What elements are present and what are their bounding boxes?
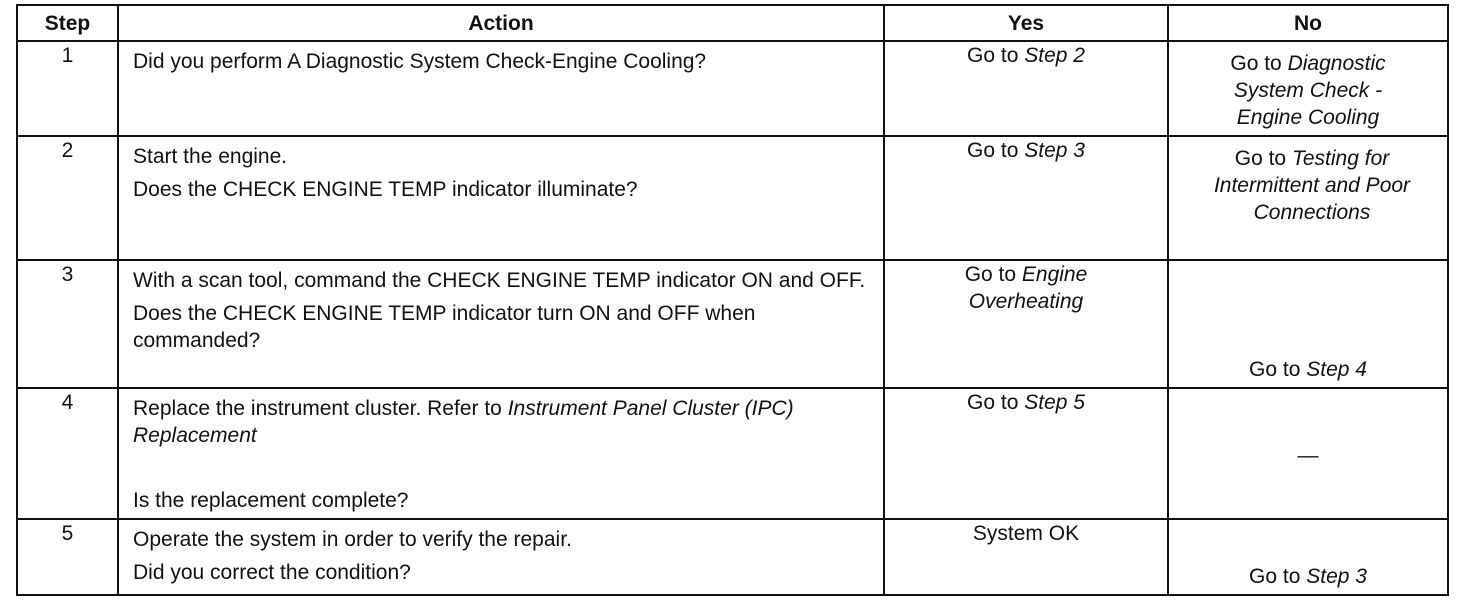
action-cell [118,519,884,595]
action-question: Does the CHECK ENGINE TEMP indicator illuminate? [133,178,638,201]
header-row [17,5,1448,41]
action-question: Did you correct the condition? [133,561,411,584]
no-cell [1168,136,1448,260]
yes-prefix: Go to [967,44,1019,67]
action-cell [118,260,884,388]
header-step: Step [17,5,118,41]
action-text: Did you perform A Diagnostic System Check-Engine Cooling? [133,50,707,73]
no-link[interactable]: Step 4 [1306,358,1367,381]
yes-link[interactable]: Step 5 [1024,391,1085,414]
yes-cell [884,136,1168,260]
action-question: Is the replacement complete? [133,489,409,512]
yes-prefix: Go to [967,139,1019,162]
table-row-step-3 [17,260,1448,388]
action-text [133,395,871,449]
header-action: Action [118,5,884,41]
yes-link[interactable]: Step 3 [1024,139,1085,162]
no-prefix: Go to [1230,52,1282,75]
yes-cell [884,41,1168,136]
yes-prefix: Go to [967,391,1019,414]
table-row-step-1 [17,41,1448,136]
no-prefix: Go to [1249,358,1301,381]
action-cell [118,41,884,136]
no-cell [1168,260,1448,388]
header-no: No [1168,5,1448,41]
header-yes: Yes [884,5,1168,41]
action-question: Does the CHECK ENGINE TEMP indicator turn ON and OFF when commanded? [133,302,756,352]
yes-cell [884,260,1168,388]
step-number: 4 [17,388,118,519]
no-prefix: Go to [1249,565,1301,588]
table-row-step-5 [17,519,1448,595]
action-cell [118,388,884,519]
action-text: Operate the system in order to verify the repair. [133,528,572,551]
action-prefix: Replace the instrument cluster. Refer to [133,397,502,420]
step-number: 2 [17,136,118,260]
no-link[interactable]: Testing for Intermittent and Poor Connections [1213,147,1411,224]
table-row-step-2 [17,136,1448,260]
action-text: With a scan tool, command the CHECK ENGINE TEMP indicator ON and OFF. [133,269,866,292]
no-cell [1168,388,1448,519]
yes-prefix: Go to [964,263,1017,286]
action-link[interactable]: Instrument Panel Cluster (IPC) Replacement [133,397,794,447]
yes-cell [884,388,1168,519]
diagnostic-table [16,4,1449,596]
yes-link[interactable]: Step 2 [1024,44,1085,67]
yes-cell [884,519,1168,595]
no-prefix: Go to [1234,147,1287,170]
yes-link[interactable]: Engine Overheating [968,263,1088,313]
step-number: 1 [17,41,118,136]
no-cell [1168,519,1448,595]
step-number: 5 [17,519,118,595]
no-cell [1168,41,1448,136]
table-row-step-4 [17,388,1448,519]
no-link[interactable]: Diagnostic System Check - Engine Cooling [1233,52,1386,129]
action-text: Start the engine. [133,145,288,168]
no-dash: — [1297,444,1319,467]
no-link[interactable]: Step 3 [1306,565,1367,588]
action-cell [118,136,884,260]
step-number: 3 [17,260,118,388]
yes-text: System OK [972,522,1080,545]
